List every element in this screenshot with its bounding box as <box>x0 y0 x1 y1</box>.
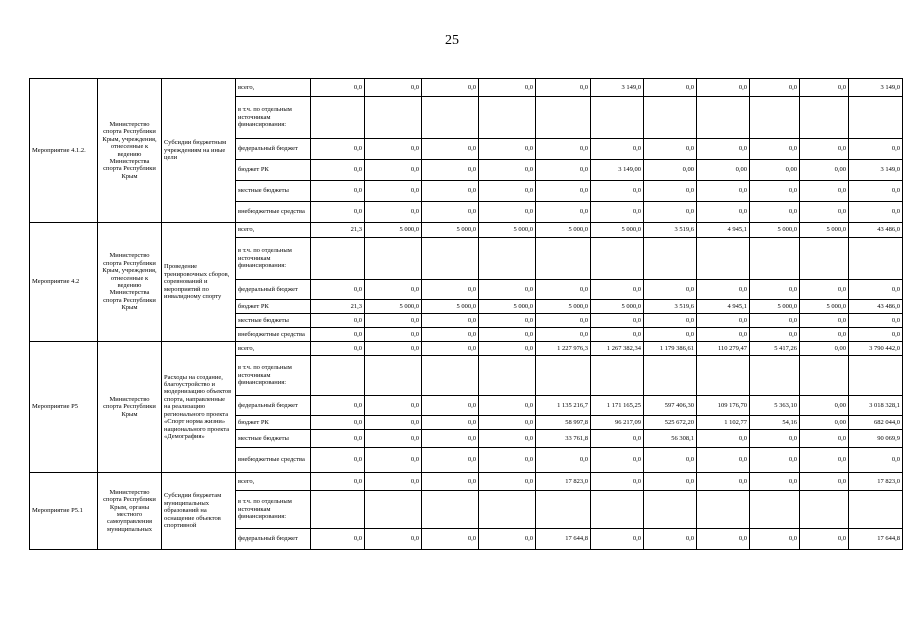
value-cell <box>311 491 365 529</box>
value-cell: 0,0 <box>591 139 644 160</box>
funding-source-cell: всего, <box>236 342 311 356</box>
value-cell: 0,0 <box>365 529 422 550</box>
value-cell: 0,0 <box>644 529 697 550</box>
value-cell: 0,00 <box>800 160 849 181</box>
value-cell: 0,0 <box>311 416 365 430</box>
value-cell: 5 000,0 <box>750 223 800 238</box>
value-cell: 0,0 <box>644 328 697 342</box>
value-cell: 0,0 <box>644 181 697 202</box>
page-number: 25 <box>445 33 459 48</box>
value-cell: 0,0 <box>697 181 750 202</box>
value-cell: 0,0 <box>479 430 536 448</box>
value-cell: 3 149,0 <box>591 79 644 97</box>
value-cell: 0,0 <box>750 181 800 202</box>
funding-source-cell: бюджет РК <box>236 416 311 430</box>
total-value-cell: 43 486,0 <box>849 300 903 314</box>
purpose-cell: Субсидии бюджетным учреждениям на иные цели <box>162 79 236 223</box>
purpose-cell: Расходы на создание, благоустройство и модернизацию объектов спорта, направленные на реализацию регионального проекта «Спорт норма жизни» национального проекта «Демография» <box>162 342 236 473</box>
total-value-cell: 682 044,0 <box>849 416 903 430</box>
value-cell <box>422 491 479 529</box>
total-value-cell: 3 149,0 <box>849 79 903 97</box>
value-cell: 0,0 <box>750 328 800 342</box>
value-cell <box>479 491 536 529</box>
value-cell: 0,0 <box>591 430 644 448</box>
value-cell: 0,0 <box>591 280 644 300</box>
table-row <box>30 342 903 356</box>
value-cell: 0,0 <box>591 328 644 342</box>
value-cell: 0,0 <box>365 448 422 473</box>
value-cell: 0,0 <box>644 139 697 160</box>
value-cell: 0,0 <box>536 328 591 342</box>
measure-cell: Мероприятие 4.1.2. <box>30 79 98 223</box>
value-cell: 0,0 <box>536 280 591 300</box>
value-cell: 0,00 <box>800 396 849 416</box>
value-cell: 0,0 <box>422 314 479 328</box>
value-cell <box>311 97 365 139</box>
value-cell: 0,0 <box>365 280 422 300</box>
value-cell: 0,0 <box>311 396 365 416</box>
value-cell: 0,0 <box>365 181 422 202</box>
measure-cell: Мероприятие 4.2 <box>30 223 98 342</box>
value-cell: 0,0 <box>697 328 750 342</box>
value-cell: 0,0 <box>536 79 591 97</box>
value-cell: 0,0 <box>750 448 800 473</box>
value-cell: 0,0 <box>750 430 800 448</box>
total-value-cell: 17 823,0 <box>849 473 903 491</box>
value-cell: 0,0 <box>591 473 644 491</box>
total-value-cell: 0,0 <box>849 448 903 473</box>
value-cell: 0,0 <box>311 202 365 223</box>
value-cell: 0,0 <box>479 529 536 550</box>
value-cell: 0,0 <box>800 473 849 491</box>
value-cell: 0,0 <box>311 328 365 342</box>
total-value-cell: 0,0 <box>849 314 903 328</box>
value-cell: 0,0 <box>311 280 365 300</box>
value-cell: 0,0 <box>311 430 365 448</box>
total-value-cell <box>849 238 903 280</box>
executor-cell: Министерство спорта Республики Крым, учреждения, отнесенные к ведению Министерства спорта Республики Крым <box>98 79 162 223</box>
value-cell: 0,0 <box>479 181 536 202</box>
funding-source-cell: в т.ч. по отдельным источникам финансирования: <box>236 238 311 280</box>
value-cell: 0,0 <box>422 342 479 356</box>
table-row <box>30 223 903 238</box>
value-cell: 0,0 <box>422 181 479 202</box>
value-cell: 0,0 <box>536 448 591 473</box>
funding-source-cell: федеральный бюджет <box>236 529 311 550</box>
value-cell: 1 227 976,3 <box>536 342 591 356</box>
value-cell: 5 000,0 <box>365 223 422 238</box>
value-cell <box>422 356 479 396</box>
value-cell: 1 171 165,25 <box>591 396 644 416</box>
value-cell <box>697 491 750 529</box>
value-cell: 0,0 <box>311 139 365 160</box>
total-value-cell <box>849 491 903 529</box>
value-cell: 0,0 <box>479 314 536 328</box>
value-cell: 0,0 <box>422 473 479 491</box>
value-cell: 5 000,0 <box>800 300 849 314</box>
value-cell <box>591 238 644 280</box>
value-cell: 0,0 <box>644 473 697 491</box>
executor-cell: Министерство спорта Республики Крым <box>98 342 162 473</box>
value-cell: 5 000,0 <box>536 223 591 238</box>
value-cell: 0,0 <box>365 430 422 448</box>
total-value-cell: 43 486,0 <box>849 223 903 238</box>
value-cell: 0,0 <box>750 280 800 300</box>
value-cell: 0,0 <box>644 280 697 300</box>
total-value-cell: 3 149,0 <box>849 160 903 181</box>
funding-source-cell: федеральный бюджет <box>236 139 311 160</box>
funding-source-cell: всего, <box>236 223 311 238</box>
value-cell: 0,00 <box>800 416 849 430</box>
total-value-cell: 0,0 <box>849 139 903 160</box>
value-cell: 5 363,10 <box>750 396 800 416</box>
value-cell: 3 149,00 <box>591 160 644 181</box>
value-cell: 0,0 <box>591 529 644 550</box>
value-cell: 17 823,0 <box>536 473 591 491</box>
value-cell: 0,0 <box>591 448 644 473</box>
value-cell <box>365 356 422 396</box>
table-row <box>30 473 903 491</box>
value-cell <box>311 238 365 280</box>
value-cell: 0,0 <box>750 202 800 223</box>
value-cell: 0,0 <box>422 430 479 448</box>
value-cell: 0,0 <box>479 139 536 160</box>
value-cell: 5 000,0 <box>591 223 644 238</box>
value-cell <box>479 356 536 396</box>
value-cell: 21,3 <box>311 223 365 238</box>
value-cell <box>644 238 697 280</box>
value-cell: 1 179 386,61 <box>644 342 697 356</box>
value-cell: 0,0 <box>365 314 422 328</box>
value-cell: 0,0 <box>644 202 697 223</box>
value-cell: 5 000,0 <box>422 300 479 314</box>
value-cell: 0,0 <box>479 342 536 356</box>
value-cell <box>750 356 800 396</box>
purpose-cell: Проведение тренировочных сборов, соревнований и мероприятий по инвалидному спорту <box>162 223 236 342</box>
value-cell <box>536 491 591 529</box>
value-cell: 0,0 <box>422 160 479 181</box>
value-cell: 0,00 <box>800 342 849 356</box>
value-cell: 0,0 <box>750 529 800 550</box>
total-value-cell: 0,0 <box>849 202 903 223</box>
value-cell: 5 000,0 <box>536 300 591 314</box>
value-cell: 21,3 <box>311 300 365 314</box>
value-cell: 0,0 <box>311 342 365 356</box>
total-value-cell: 0,0 <box>849 181 903 202</box>
value-cell <box>591 491 644 529</box>
value-cell: 0,0 <box>697 448 750 473</box>
value-cell: 0,0 <box>800 314 849 328</box>
value-cell: 0,0 <box>800 328 849 342</box>
funding-source-cell: местные бюджеты <box>236 430 311 448</box>
value-cell: 110 279,47 <box>697 342 750 356</box>
funding-source-cell: бюджет РК <box>236 300 311 314</box>
value-cell: 3 519,6 <box>644 300 697 314</box>
value-cell: 525 672,20 <box>644 416 697 430</box>
value-cell: 0,0 <box>422 202 479 223</box>
value-cell: 0,00 <box>750 160 800 181</box>
value-cell: 0,0 <box>800 139 849 160</box>
value-cell: 0,0 <box>422 396 479 416</box>
value-cell: 0,0 <box>311 181 365 202</box>
value-cell: 0,0 <box>479 202 536 223</box>
value-cell <box>479 238 536 280</box>
value-cell <box>800 491 849 529</box>
funding-source-cell: в т.ч. по отдельным источникам финансирования: <box>236 356 311 396</box>
total-value-cell: 17 644,8 <box>849 529 903 550</box>
value-cell: 0,0 <box>536 202 591 223</box>
value-cell <box>750 97 800 139</box>
value-cell: 0,0 <box>365 79 422 97</box>
value-cell: 0,0 <box>422 416 479 430</box>
value-cell: 0,0 <box>422 79 479 97</box>
value-cell: 5 000,0 <box>591 300 644 314</box>
value-cell <box>800 238 849 280</box>
value-cell: 0,0 <box>800 430 849 448</box>
value-cell <box>365 97 422 139</box>
value-cell <box>536 238 591 280</box>
value-cell: 56 308,1 <box>644 430 697 448</box>
total-value-cell: 3 018 328,1 <box>849 396 903 416</box>
funding-source-cell: внебюджетные средства <box>236 328 311 342</box>
value-cell: 54,16 <box>750 416 800 430</box>
value-cell <box>536 97 591 139</box>
value-cell: 0,0 <box>365 342 422 356</box>
value-cell: 0,0 <box>697 529 750 550</box>
value-cell: 0,0 <box>800 79 849 97</box>
value-cell: 0,0 <box>591 202 644 223</box>
total-value-cell: 0,0 <box>849 280 903 300</box>
value-cell: 0,0 <box>750 314 800 328</box>
funding-source-cell: местные бюджеты <box>236 181 311 202</box>
value-cell: 0,0 <box>644 314 697 328</box>
value-cell: 17 644,8 <box>536 529 591 550</box>
value-cell: 0,0 <box>536 139 591 160</box>
value-cell: 5 000,0 <box>365 300 422 314</box>
value-cell: 0,0 <box>479 328 536 342</box>
value-cell <box>365 238 422 280</box>
value-cell: 0,0 <box>365 416 422 430</box>
value-cell: 597 406,30 <box>644 396 697 416</box>
funding-source-cell: внебюджетные средства <box>236 202 311 223</box>
value-cell <box>591 356 644 396</box>
value-cell: 0,0 <box>311 79 365 97</box>
value-cell: 0,0 <box>479 448 536 473</box>
funding-source-cell: всего, <box>236 79 311 97</box>
value-cell: 0,0 <box>536 160 591 181</box>
value-cell: 1 102,77 <box>697 416 750 430</box>
total-value-cell: 0,0 <box>849 328 903 342</box>
value-cell <box>311 356 365 396</box>
value-cell: 5 000,0 <box>479 223 536 238</box>
value-cell: 96 217,09 <box>591 416 644 430</box>
funding-source-cell: в т.ч. по отдельным источникам финансирования: <box>236 97 311 139</box>
value-cell <box>800 356 849 396</box>
value-cell: 0,0 <box>591 181 644 202</box>
value-cell: 5 000,0 <box>800 223 849 238</box>
value-cell: 0,0 <box>750 79 800 97</box>
funding-source-cell: внебюджетные средства <box>236 448 311 473</box>
value-cell: 0,0 <box>536 181 591 202</box>
value-cell: 0,0 <box>365 396 422 416</box>
value-cell: 0,0 <box>311 473 365 491</box>
value-cell: 0,0 <box>479 79 536 97</box>
value-cell: 5 000,0 <box>750 300 800 314</box>
value-cell: 0,0 <box>365 473 422 491</box>
funding-source-cell: бюджет РК <box>236 160 311 181</box>
value-cell: 0,0 <box>365 328 422 342</box>
value-cell: 4 945,1 <box>697 223 750 238</box>
value-cell: 0,0 <box>644 448 697 473</box>
executor-cell: Министерство спорта Республики Крым, учреждения, отнесенные к ведению Министерства спорта Республики Крым <box>98 223 162 342</box>
value-cell: 5 000,0 <box>422 223 479 238</box>
value-cell: 0,0 <box>479 416 536 430</box>
value-cell: 0,0 <box>311 529 365 550</box>
funding-source-cell: федеральный бюджет <box>236 280 311 300</box>
value-cell <box>644 97 697 139</box>
value-cell: 4 945,1 <box>697 300 750 314</box>
value-cell: 0,0 <box>422 139 479 160</box>
value-cell: 0,0 <box>311 314 365 328</box>
total-value-cell: 90 069,9 <box>849 430 903 448</box>
value-cell <box>697 97 750 139</box>
value-cell: 58 997,8 <box>536 416 591 430</box>
value-cell: 0,0 <box>697 202 750 223</box>
value-cell: 0,0 <box>422 328 479 342</box>
value-cell: 0,00 <box>644 160 697 181</box>
value-cell: 0,0 <box>697 139 750 160</box>
value-cell: 0,0 <box>536 314 591 328</box>
funding-source-cell: всего, <box>236 473 311 491</box>
value-cell <box>697 356 750 396</box>
value-cell: 3 519,6 <box>644 223 697 238</box>
value-cell <box>422 238 479 280</box>
budget-table <box>29 78 903 550</box>
value-cell <box>644 356 697 396</box>
total-value-cell <box>849 97 903 139</box>
value-cell: 0,0 <box>365 202 422 223</box>
value-cell <box>750 238 800 280</box>
value-cell: 0,0 <box>697 79 750 97</box>
value-cell: 0,0 <box>800 202 849 223</box>
funding-source-cell: местные бюджеты <box>236 314 311 328</box>
measure-cell: Мероприятие Р5 <box>30 342 98 473</box>
value-cell <box>536 356 591 396</box>
value-cell: 0,0 <box>365 160 422 181</box>
value-cell: 0,0 <box>800 181 849 202</box>
value-cell: 0,0 <box>697 430 750 448</box>
value-cell: 0,0 <box>422 529 479 550</box>
funding-source-cell: федеральный бюджет <box>236 396 311 416</box>
table-row <box>30 79 903 97</box>
value-cell: 5 000,0 <box>479 300 536 314</box>
value-cell <box>422 97 479 139</box>
value-cell: 5 417,26 <box>750 342 800 356</box>
value-cell: 0,0 <box>365 139 422 160</box>
executor-cell: Министерство спорта Республики Крым, органы местного самоуправления муниципальных <box>98 473 162 550</box>
value-cell <box>644 491 697 529</box>
value-cell: 0,0 <box>311 160 365 181</box>
value-cell: 1 135 216,7 <box>536 396 591 416</box>
value-cell: 0,0 <box>591 314 644 328</box>
value-cell <box>750 491 800 529</box>
value-cell: 109 176,70 <box>697 396 750 416</box>
value-cell: 0,0 <box>422 448 479 473</box>
value-cell: 0,0 <box>479 396 536 416</box>
value-cell <box>697 238 750 280</box>
value-cell: 0,0 <box>800 529 849 550</box>
value-cell: 1 267 382,34 <box>591 342 644 356</box>
measure-cell: Мероприятие Р5.1 <box>30 473 98 550</box>
total-value-cell: 3 790 442,0 <box>849 342 903 356</box>
value-cell: 0,0 <box>750 473 800 491</box>
value-cell: 0,0 <box>800 280 849 300</box>
value-cell <box>591 97 644 139</box>
funding-source-cell: в т.ч. по отдельным источникам финансирования: <box>236 491 311 529</box>
value-cell: 0,0 <box>697 473 750 491</box>
value-cell: 0,0 <box>697 314 750 328</box>
value-cell <box>479 97 536 139</box>
value-cell: 0,0 <box>479 280 536 300</box>
value-cell: 0,0 <box>800 448 849 473</box>
value-cell <box>800 97 849 139</box>
value-cell: 0,00 <box>697 160 750 181</box>
value-cell: 0,0 <box>479 473 536 491</box>
value-cell: 0,0 <box>750 139 800 160</box>
purpose-cell: Субсидии бюджетам муниципальных образований на оснащение объектов спортивной <box>162 473 236 550</box>
value-cell: 0,0 <box>644 79 697 97</box>
value-cell <box>365 491 422 529</box>
value-cell: 33 761,8 <box>536 430 591 448</box>
value-cell: 0,0 <box>422 280 479 300</box>
total-value-cell <box>849 356 903 396</box>
value-cell: 0,0 <box>479 160 536 181</box>
value-cell: 0,0 <box>311 448 365 473</box>
value-cell: 0,0 <box>697 280 750 300</box>
